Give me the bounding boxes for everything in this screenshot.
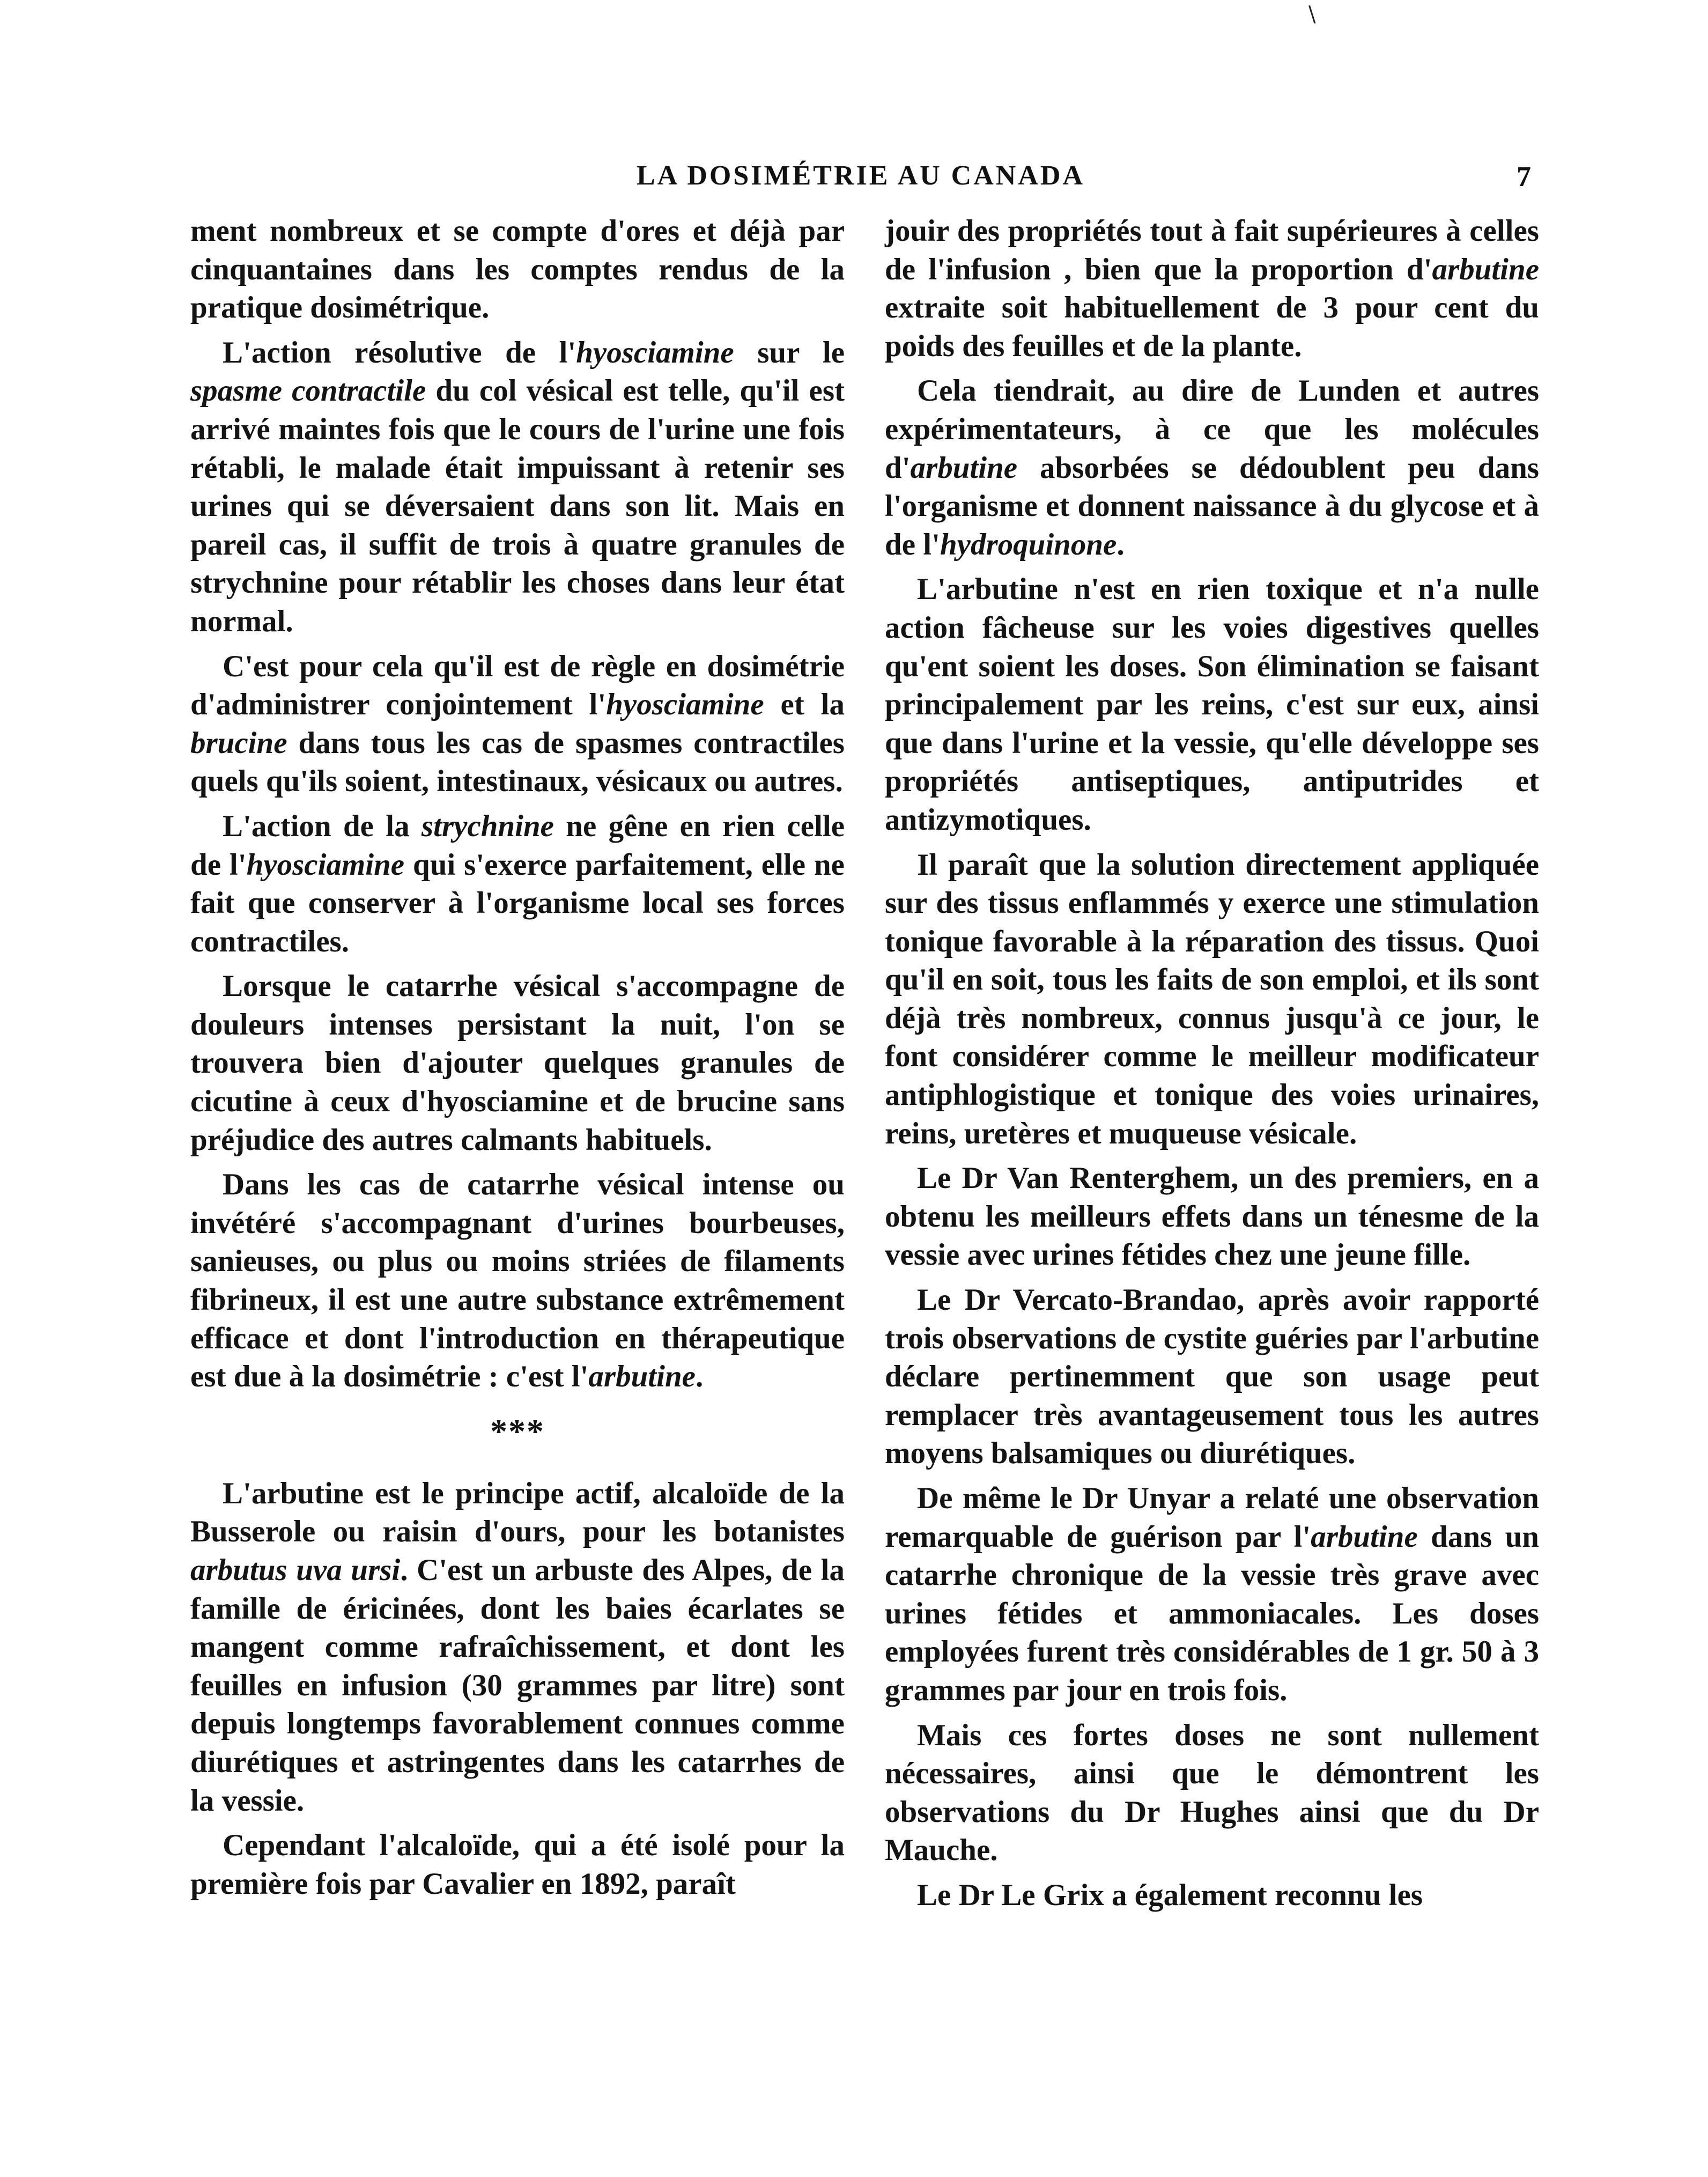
paragraph: Mais ces fortes doses ne sont nullement nécessaires, ainsi que le démontrent les observations du Dr Hughes ainsi que du Dr Mauche. bbox=[885, 1718, 1539, 1868]
running-title: LA DOSIMÉTRIE AU CANADA bbox=[637, 160, 1085, 191]
paragraph: Le Dr Vercato-Brandao, après avoir rapporté trois observations de cystite guéries par l'arbutine déclare pertinemment que son usage peut remplacer très avantageusement tous les autres moyens balsamiques ou diurétiques. bbox=[885, 1283, 1539, 1471]
paragraph: L'action de la strychnine ne gêne en rien celle de l'hyosciamine qui s'exerce parfaitement, elle ne fait que conserver à l'organisme local ses forces contractiles. bbox=[190, 809, 845, 958]
paragraph: L'arbutine n'est en rien toxique et n'a nulle action fâcheuse sur les voies digestives quelles qu'ent soient les doses. Son élimination se faisant principalement par les reins, c'est sur eux, ainsi que dans l'urine et la vessie, qu'elle développe ses propriétés antiseptiques, antiputrides et antizymotiques. bbox=[885, 572, 1539, 837]
paragraph: De même le Dr Unyar a relaté une observation remarquable de guérison par l'arbutine dans un catarrhe chronique de la vessie très grave avec urines fétides et ammoniacales. Les doses employées furent très considérables de 1 gr. 50 à 3 grammes par jour en trois fois. bbox=[885, 1481, 1539, 1707]
paragraph: jouir des propriétés tout à fait supérieures à celles de l'infusion , bien que la proportion d'arbutine extraite soit habituellement de 3 pour cent du poids des feuilles et de la plante. bbox=[885, 214, 1539, 363]
paragraph: Le Dr Le Grix a également reconnu les bbox=[917, 1878, 1423, 1912]
right-column bbox=[885, 212, 1539, 1921]
left-column bbox=[190, 212, 845, 1909]
running-head bbox=[190, 160, 1531, 203]
paragraph: Cependant l'alcaloïde, qui a été isolé pour la première fois par Cavalier en 1892, paraît bbox=[190, 1828, 845, 1901]
asterism-separator: *** bbox=[490, 1412, 545, 1450]
paragraph: Il paraît que la solution directement appliquée sur des tissus enflammés y exerce une stimulation tonique favorable à la réparation des tissus. Quoi qu'il en soit, tous les faits de son emploi, et ils sont déjà très nombreux, connus jusqu'à ce jour, le font considérer comme le meilleur modificateur antiphlogistique et tonique des voies urinaires, reins, uretères et muqueuse vésicale. bbox=[885, 847, 1539, 1150]
paragraph: Lorsque le catarrhe vésical s'accompagne de douleurs intenses persistant la nuit, l'on se trouvera bien d'ajouter quelques granules de cicutine à ceux d'hyosciamine et de brucine sans préjudice des autres calmants habituels. bbox=[190, 969, 845, 1157]
paragraph: Le Dr Van Renterghem, un des premiers, en a obtenu les meilleurs effets dans un ténesme de la vessie avec urines fétides chez une jeune fille. bbox=[885, 1161, 1539, 1272]
paragraph: C'est pour cela qu'il est de règle en dosimétrie d'administrer conjointement l'hyosciamine et la brucine dans tous les cas de spasmes contractiles quels qu'ils soient, intestinaux, vésicaux ou autres. bbox=[190, 649, 845, 799]
stray-mark: \ bbox=[1308, 2, 1316, 27]
paragraph: L'action résolutive de l'hyosciamine sur le spasme contractile du col vésical est telle, qu'il est arrivé maintes fois que le cours de l'urine une fois rétabli, le malade était impuissant à retenir ses urines qui se déversaient dans son lit. Mais en pareil cas, il suffit de trois à quatre granules de strychnine pour rétablir les choses dans leur état normal. bbox=[190, 335, 845, 638]
paragraph: ment nombreux et se compte d'ores et déjà par cinquantaines dans les comptes rendus de la pratique dosimétrique. bbox=[190, 214, 845, 325]
paragraph: Cela tiendrait, au dire de Lunden et autres expérimentateurs, à ce que les molécules d'arbutine absorbées se dédoublent peu dans l'organisme et donnent naissance à du glycose et à de l'hydroquinone. bbox=[885, 374, 1539, 562]
paragraph: Dans les cas de catarrhe vésical intense ou invétéré s'accompagnant d'urines bourbeuses, sanieuses, ou plus ou moins striées de filaments fibrineux, il est une autre substance extrêmement efficace et dont l'introduction en thérapeutique est due à la dosimétrie : c'est l'arbutine. bbox=[190, 1168, 845, 1394]
page-number: 7 bbox=[1517, 160, 1531, 193]
paragraph: L'arbutine est le principe actif, alcaloïde de la Busserole ou raisin d'ours, pour les botanistes arbutus uva ursi. C'est un arbuste des Alpes, de la famille de éricinées, dont les baies écarlates se mangent comme rafraîchissement, et dont les feuilles en infusion (30 grammes par litre) sont depuis longtemps favorablement connues comme diurétiques et astringentes dans les catarrhes de la vessie. bbox=[190, 1476, 845, 1818]
